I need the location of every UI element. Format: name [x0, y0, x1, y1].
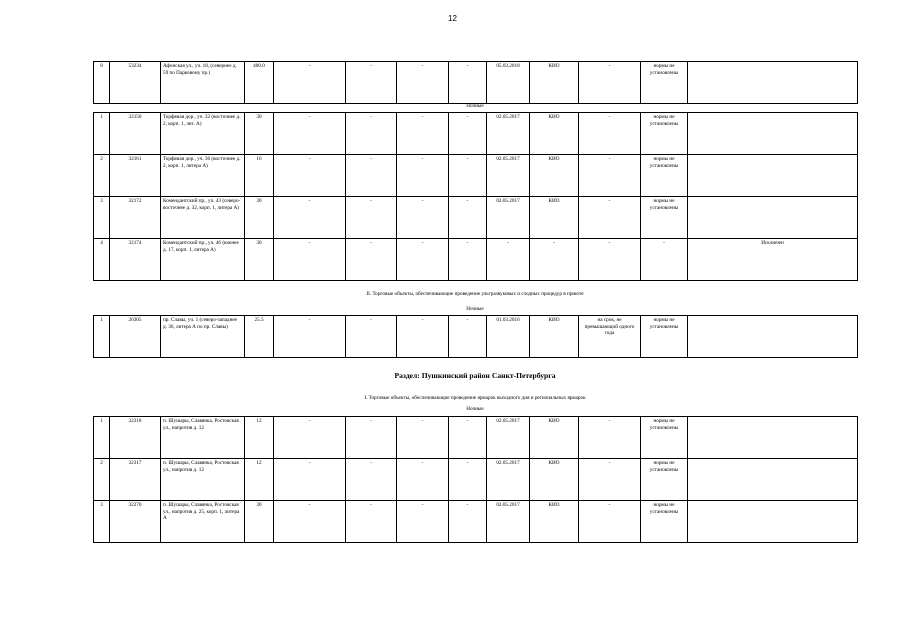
- cell-col6: -: [346, 501, 397, 543]
- cell-authority: КИО: [530, 197, 579, 239]
- cell-col7: -: [397, 417, 449, 459]
- table-row: [94, 62, 858, 104]
- cell-authority: -: [530, 239, 579, 281]
- cell-col6: -: [346, 316, 397, 358]
- cell-col6: -: [346, 113, 397, 155]
- cell-date: 02.05.2017: [487, 155, 530, 197]
- cell-area: 400.0: [245, 62, 274, 104]
- cell-col8: -: [449, 155, 487, 197]
- cell-address: Комендантский пр., уч. 43 (северо-восточнее д. 32, корп. 1, литера А): [161, 197, 245, 239]
- cell-note: [688, 316, 858, 358]
- cell-col7: -: [397, 113, 449, 155]
- cell-col5: -: [274, 459, 346, 501]
- cell-col6: -: [346, 239, 397, 281]
- cell-address: Торфяная дор., уч. 36 (восточнее д. 2, корп. 1, литера А): [161, 155, 245, 197]
- cell-col8: -: [449, 113, 487, 155]
- cell-norms: нормы не установлены: [641, 155, 688, 197]
- cell-date: -: [487, 239, 530, 281]
- cell-authority: КИО: [530, 316, 579, 358]
- cell-term: -: [579, 62, 641, 104]
- cell-note: Исключен: [688, 239, 858, 281]
- cell-id: 32318: [110, 417, 161, 459]
- cell-col8: -: [449, 239, 487, 281]
- cell-number: 1: [94, 316, 110, 358]
- cell-col6: -: [346, 417, 397, 459]
- cell-note: [688, 62, 858, 104]
- cell-norms: нормы не установлены: [641, 197, 688, 239]
- cell-id: 32317: [110, 459, 161, 501]
- cell-authority: КИО: [530, 459, 579, 501]
- group-caption: Ночные: [466, 406, 484, 412]
- cell-date: 01.03.2016: [487, 316, 530, 358]
- cell-col5: -: [274, 239, 346, 281]
- cell-col7: -: [397, 62, 449, 104]
- cell-col6: -: [346, 155, 397, 197]
- cell-note: [688, 459, 858, 501]
- cell-col8: -: [449, 417, 487, 459]
- cell-norms: нормы не установлены: [641, 501, 688, 543]
- cell-col5: -: [274, 501, 346, 543]
- cell-note: [688, 197, 858, 239]
- cell-address: Комендантский пр., уч. 46 (южнее д. 17, корп. 1, литера А): [161, 239, 245, 281]
- cell-address: пр. Славы, уч. 1 (северо-западнее д. 36, литера А по пр. Славы): [161, 316, 245, 358]
- cell-col8: -: [449, 62, 487, 104]
- cell-date: 02.05.2017: [487, 417, 530, 459]
- cell-number: 2: [94, 459, 110, 501]
- cell-area: 30: [245, 113, 274, 155]
- cell-number: 4: [94, 239, 110, 281]
- cell-date: 05.03.2018: [487, 62, 530, 104]
- cell-number: 3: [94, 501, 110, 543]
- cell-note: [688, 417, 858, 459]
- cell-number: 1: [94, 417, 110, 459]
- cell-authority: КИО: [530, 501, 579, 543]
- table-row: [94, 501, 858, 543]
- cell-col5: -: [274, 197, 346, 239]
- cell-col6: -: [346, 62, 397, 104]
- cell-col8: -: [449, 501, 487, 543]
- cell-id: 32150: [110, 113, 161, 155]
- cell-authority: КИО: [530, 62, 579, 104]
- cell-id: 53234: [110, 62, 161, 104]
- cell-date: 02.05.2017: [487, 459, 530, 501]
- cell-col8: -: [449, 197, 487, 239]
- cell-col5: -: [274, 417, 346, 459]
- cell-col5: -: [274, 113, 346, 155]
- cell-address: Афонская ул., уч. 18, (севернее д. 59 по Парковому пр.): [161, 62, 245, 104]
- cell-col5: -: [274, 316, 346, 358]
- cell-col5: -: [274, 155, 346, 197]
- cell-col7: -: [397, 239, 449, 281]
- cell-address: п. Шушары, Славянка, Ростовская ул., напротив д. 12: [161, 417, 245, 459]
- section-title: Раздел: Пушкинский район Санкт-Петербурга: [394, 371, 556, 380]
- table-row: [94, 417, 858, 459]
- cell-authority: КИО: [530, 113, 579, 155]
- cell-col6: -: [346, 459, 397, 501]
- cell-id: 32172: [110, 197, 161, 239]
- group-caption: Ночные: [466, 103, 484, 109]
- cell-date: 02.05.2017: [487, 197, 530, 239]
- cell-col8: -: [449, 316, 487, 358]
- cell-term: -: [579, 459, 641, 501]
- cell-col7: -: [397, 197, 449, 239]
- cell-norms: нормы не установлены: [641, 417, 688, 459]
- cell-id: 32161: [110, 155, 161, 197]
- register-table-a: [93, 61, 858, 104]
- cell-authority: КИО: [530, 417, 579, 459]
- cell-address: п. Шушары, Славянка, Ростовская ул., напротив д. 25, корп. 1, литера А: [161, 501, 245, 543]
- cell-note: [688, 113, 858, 155]
- cell-area: 30: [245, 501, 274, 543]
- cell-norms: нормы не установлены: [641, 62, 688, 104]
- cell-norms: -: [641, 239, 688, 281]
- cell-number: 3: [94, 197, 110, 239]
- cell-col7: -: [397, 155, 449, 197]
- cell-col5: -: [274, 62, 346, 104]
- cell-number: 1: [94, 113, 110, 155]
- cell-term: -: [579, 197, 641, 239]
- table-row: [94, 316, 858, 358]
- cell-term: на срок, не превышающий одного года: [579, 316, 641, 358]
- cell-norms: нормы не установлены: [641, 113, 688, 155]
- cell-area: 12: [245, 459, 274, 501]
- cell-number: 2: [94, 155, 110, 197]
- cell-col7: -: [397, 459, 449, 501]
- cell-id: 32174: [110, 239, 161, 281]
- cell-date: 02.05.2017: [487, 501, 530, 543]
- cell-term: -: [579, 417, 641, 459]
- cell-id: 32270: [110, 501, 161, 543]
- cell-area: 25.5: [245, 316, 274, 358]
- table-row: [94, 239, 858, 281]
- cell-col8: -: [449, 459, 487, 501]
- cell-note: [688, 155, 858, 197]
- cell-col6: -: [346, 197, 397, 239]
- cell-norms: нормы не установлены: [641, 459, 688, 501]
- table-row: [94, 155, 858, 197]
- group-caption: Ночные: [466, 306, 484, 312]
- register-table-b: [93, 112, 858, 281]
- cell-norms: нормы не установлены: [641, 316, 688, 358]
- page-number: 12: [448, 14, 457, 23]
- cell-address: Торфяная дор., уч. 32 (восточнее д. 2, корп. 1, лит. А): [161, 113, 245, 155]
- cell-term: -: [579, 155, 641, 197]
- register-table-d: [93, 416, 858, 543]
- cell-term: -: [579, 239, 641, 281]
- cell-col7: -: [397, 316, 449, 358]
- cell-term: -: [579, 501, 641, 543]
- register-table-c: [93, 315, 858, 358]
- cell-area: 30: [245, 239, 274, 281]
- cell-number: 8: [94, 62, 110, 104]
- cell-date: 02.05.2017: [487, 113, 530, 155]
- table-row: [94, 197, 858, 239]
- cell-area: 16: [245, 155, 274, 197]
- cell-area: 30: [245, 197, 274, 239]
- table-row: [94, 113, 858, 155]
- cell-id: 26305: [110, 316, 161, 358]
- cell-col7: -: [397, 501, 449, 543]
- cell-address: п. Шушары, Славянка, Ростовская ул., напротив д. 12: [161, 459, 245, 501]
- cell-authority: КИО: [530, 155, 579, 197]
- cell-note: [688, 501, 858, 543]
- cell-term: -: [579, 113, 641, 155]
- cell-area: 12: [245, 417, 274, 459]
- subsection-heading: II. Торговые объекты, обеспечивающие проведение ультразвуковых и сходных процедур в приюте: [366, 291, 584, 297]
- table-row: [94, 459, 858, 501]
- subsection-heading: I. Торговые объекты, обеспечивающие проведение ярмарок выходного дня и региональных ярмарок: [364, 395, 586, 401]
